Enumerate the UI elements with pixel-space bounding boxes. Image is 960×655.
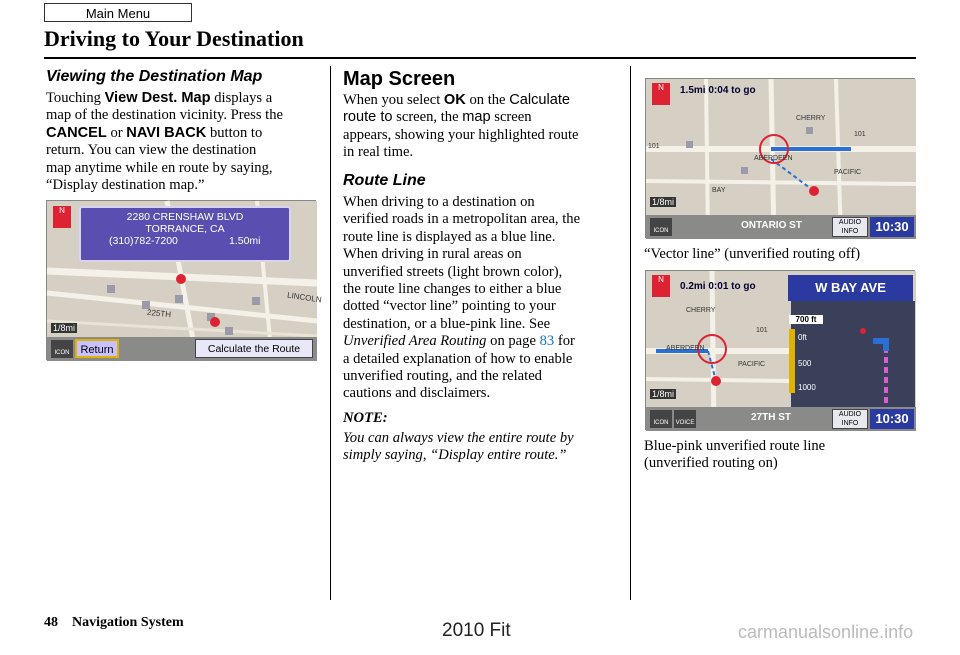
- icon-button[interactable]: ICON: [650, 410, 672, 428]
- clock-display: 10:30: [870, 217, 914, 237]
- text: destination, or a blue-pink line. See: [343, 315, 551, 332]
- blue-pink-line-map-screenshot: [645, 270, 915, 430]
- vector-line-map-screenshot: [645, 78, 915, 238]
- distance-to-turn: 700 ft: [789, 315, 823, 324]
- text: appears, showing your highlighted route: [343, 126, 579, 143]
- street-label: ABERDEEN: [666, 345, 705, 352]
- time-remaining: 0:04: [708, 85, 729, 96]
- audio-info-button[interactable]: [832, 409, 868, 429]
- text: a detailed explanation of how to enable: [343, 350, 573, 367]
- street-label: BAY: [712, 187, 726, 194]
- distance-remaining: 0.2mi: [680, 281, 706, 292]
- page-title: Driving to Your Destination: [44, 26, 304, 51]
- street-label: CHERRY: [686, 307, 716, 314]
- north-up-icon[interactable]: N: [652, 83, 670, 105]
- text: dotted “vector line” pointing to your: [343, 298, 556, 315]
- street-label: 225TH: [146, 307, 172, 320]
- text: verified roads in a metropolitan area, the: [343, 211, 581, 228]
- destination-map-paragraph: [46, 90, 326, 194]
- caption-blue-pink-line: [644, 438, 825, 473]
- guidance-bar: [680, 281, 756, 292]
- text: on the: [469, 92, 506, 108]
- distance-tick: 0ft: [798, 333, 807, 342]
- street-label: ABERDEEN: [754, 155, 793, 162]
- map-scale: 1/8mi: [652, 389, 675, 399]
- info-label: INFO: [841, 228, 859, 235]
- north-up-icon[interactable]: N: [652, 275, 670, 297]
- icon-button[interactable]: ICON: [51, 340, 73, 358]
- caption-vector-line: “Vector line” (unverified routing off): [644, 246, 861, 262]
- section-heading-map-screen: Map Screen: [343, 68, 456, 90]
- to-go-label: to go: [731, 281, 756, 292]
- column-divider-1: [330, 66, 331, 600]
- text: You can always view the entire route by: [343, 430, 574, 446]
- map-label: map: [462, 109, 491, 126]
- column-divider-2: [630, 66, 631, 600]
- text: unverified streets (light brown color),: [343, 263, 563, 280]
- text: the route line changes to either a blue: [343, 281, 562, 298]
- street-label: PACIFIC: [738, 361, 766, 368]
- page-number: 48: [44, 615, 58, 630]
- note-label: NOTE:: [343, 410, 388, 426]
- calculate-label: Calculate: [509, 92, 571, 108]
- page-83-link[interactable]: 83: [539, 333, 555, 350]
- info-label: INFO: [841, 420, 859, 427]
- text: When driving in rural areas on: [343, 246, 522, 263]
- popup-distance: 1.50mi: [229, 235, 261, 247]
- clock-display: 10:30: [870, 409, 914, 429]
- freeway-shield: 101: [648, 143, 660, 150]
- time-remaining: 0:01: [708, 281, 729, 292]
- distance-tick: 1000: [798, 383, 816, 392]
- text: Touching: [46, 90, 101, 106]
- text: screen: [494, 109, 532, 126]
- distance-remaining: 1.5mi: [680, 85, 706, 96]
- text: When you select: [343, 92, 441, 108]
- section-heading-route-line: Route Line: [343, 172, 426, 189]
- map-scale: 1/8mi: [53, 323, 76, 333]
- text: When driving to a destination on: [343, 194, 535, 210]
- popup-phone: (310)782-7200: [109, 235, 178, 247]
- popup-address1: 2280 CRENSHAW BLVD: [126, 211, 244, 223]
- map-screen-paragraph: [343, 92, 625, 162]
- footer-watermark: carmanualsonline.info: [738, 622, 914, 642]
- street-label: CHERRY: [796, 115, 826, 122]
- text: cautions and disclaimers.: [343, 385, 491, 402]
- audio-label: AUDIO: [838, 219, 862, 226]
- north-up-icon[interactable]: N: [53, 206, 71, 228]
- voice-button[interactable]: VOICE: [674, 410, 696, 428]
- view-dest-map-label: View Dest. Map: [104, 90, 211, 106]
- text: simply saying, “Display entire route.”: [343, 447, 567, 464]
- text: displays a: [214, 90, 273, 106]
- distance-bar: [789, 329, 795, 393]
- street-label: LINCOLN: [286, 290, 323, 305]
- distance-tick: 500: [798, 359, 812, 368]
- text: (unverified routing on): [644, 455, 778, 472]
- section-heading-destination-map: Viewing the Destination Map: [46, 68, 263, 85]
- note-text: [343, 430, 627, 465]
- to-go-label: to go: [731, 85, 756, 96]
- route-line-paragraph: [343, 194, 625, 403]
- guidance-bar: [680, 85, 756, 96]
- footer-label: Navigation System: [72, 615, 184, 630]
- text: screen, the: [396, 109, 459, 126]
- route-to-label: route to: [343, 109, 393, 126]
- cancel-label: CANCEL: [46, 124, 107, 141]
- text: return. You can view the destination: [46, 142, 257, 159]
- popup-address2: TORRANCE, CA: [145, 223, 225, 235]
- audio-label: AUDIO: [838, 411, 862, 418]
- text: “Display destination map.”: [46, 177, 205, 194]
- text: or: [110, 124, 123, 141]
- cross-reference-title: Unverified Area Routing: [343, 333, 487, 350]
- text: map anytime while en route by saying,: [46, 159, 273, 176]
- return-button[interactable]: Return: [75, 339, 119, 358]
- destination-map-screenshot: [46, 200, 323, 360]
- footer-model: 2010 Fit: [442, 620, 511, 641]
- text: route line is displayed as a blue line.: [343, 228, 556, 245]
- map-scale: 1/8mi: [652, 197, 675, 207]
- navi-back-label: NAVI BACK: [126, 124, 207, 141]
- current-street: ONTARIO ST: [741, 220, 802, 231]
- text: in real time.: [343, 144, 414, 161]
- destination-popup: [79, 206, 291, 262]
- text: Blue-pink unverified route line: [644, 438, 826, 454]
- current-street: 27TH ST: [751, 412, 792, 423]
- text: unverified routing, and the related: [343, 368, 542, 385]
- ok-label: OK: [443, 92, 466, 108]
- text: button to: [209, 124, 263, 141]
- street-label: PACIFIC: [834, 169, 862, 176]
- text: map of the destination vicinity. Press the: [46, 107, 283, 124]
- freeway-shield: 101: [854, 131, 866, 138]
- title-divider: [44, 57, 916, 59]
- freeway-shield: 101: [756, 327, 768, 334]
- calculate-route-button[interactable]: Calculate the Route: [195, 339, 313, 358]
- main-menu-button[interactable]: Main Menu: [44, 3, 192, 22]
- icon-button[interactable]: ICON: [650, 218, 672, 236]
- text: on page: [490, 333, 536, 350]
- text: for: [557, 333, 575, 350]
- next-street-banner: W BAY AVE: [788, 275, 913, 301]
- audio-info-button[interactable]: [832, 217, 868, 237]
